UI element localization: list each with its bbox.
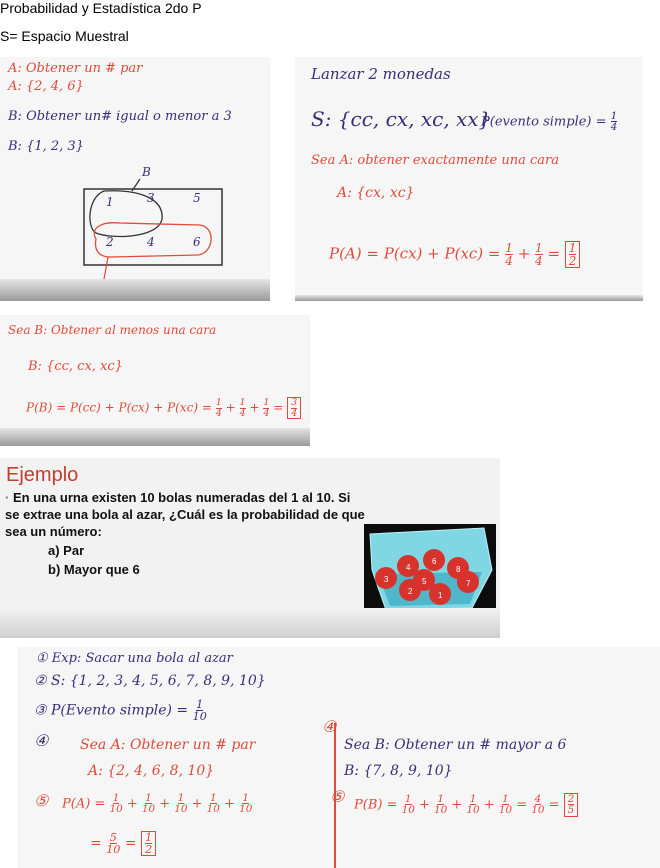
pa-term: $\frac{1}{10}$ — [206, 792, 220, 816]
pa-result: $\frac{1}{2}$ — [565, 241, 581, 268]
pb-sum: $\frac{4}{10}$ — [531, 793, 545, 817]
board-bottom-shade — [0, 279, 270, 301]
board4-event-b: Sea B: Obtener un # mayor a 6 — [344, 737, 567, 753]
board4-pa-result: = $\frac{5}{10}$ = $\frac{1}{2}$ — [90, 831, 156, 856]
venn-value: 3 — [147, 191, 155, 205]
venn-label-b: B — [142, 165, 151, 179]
pb-term: $\frac{1}{4}$ — [215, 397, 222, 419]
pb-term: $\frac{1}{10}$ — [434, 793, 448, 817]
board-bottom-shade — [295, 295, 643, 301]
pa-expression: P(A) = P(cx) + P(xc) = — [329, 244, 501, 263]
psimple-label: P(evento simple) = — [481, 114, 607, 130]
board4-step4-left: ④ — [34, 731, 49, 750]
pb-term: $\frac{1}{10}$ — [498, 793, 513, 817]
pb-expression: P(B) = P(cc) + P(cx) + P(xc) = — [26, 400, 212, 415]
board4-event-a: Sea A: Obtener un # par — [80, 737, 256, 753]
board4-pa: P(A) = $\frac{1}{10}$ + $\frac{1}{10}$ + $\frac{1}{10}$ + $\frac{1}{10}$ + $\frac{1}{10}$ — [62, 792, 253, 816]
board2-title: Lanzar 2 monedas — [311, 65, 451, 83]
board4-step5-right: ⑤ — [330, 787, 345, 806]
ball-number: 7 — [466, 579, 471, 588]
pb-result: $\frac{3}{4}$ — [287, 397, 301, 419]
ball-number: 8 — [456, 565, 461, 574]
ball-number: 5 — [422, 577, 427, 586]
venn-value: 5 — [193, 191, 201, 205]
board3-set: B: {cc, cx, xc} — [28, 359, 123, 374]
pa-sum: $\frac{5}{10}$ — [106, 831, 121, 857]
urn-illustration — [364, 524, 496, 616]
slide-bottom-shade — [0, 608, 500, 638]
board2-pa: P(A) = P(cx) + P(xc) = $\frac{1}{4}$ + $\frac{1}{4}$ = $\frac{1}{2}$ — [329, 241, 580, 268]
pa-term2: $\frac{1}{4}$ — [535, 241, 543, 268]
board4-step5-left: ⑤ — [34, 791, 49, 810]
board4-step3: ③ P(Evento simple) = $\frac{1}{10}$ — [34, 698, 207, 724]
ball-number: 3 — [384, 575, 389, 584]
ball-number: 2 — [408, 587, 413, 596]
psimple-fraction: $\frac{1}{4}$ — [610, 110, 618, 134]
board-bottom-shade — [0, 428, 310, 446]
page-title: Probabilidad y Estadística 2do P — [0, 0, 202, 16]
board2-sample: S: {cc, cx, xc, xx} — [311, 107, 492, 131]
pa-term1: $\frac{1}{4}$ — [505, 241, 513, 268]
pa-term: $\frac{1}{10}$ — [174, 792, 188, 816]
board-events-dice — [0, 57, 270, 301]
step3-fraction: $\frac{1}{10}$ — [192, 698, 207, 724]
board4-step1: ① Exp: Sacar una bola al azar — [36, 651, 233, 666]
pa-final: $\frac{1}{2}$ — [141, 831, 156, 856]
board4-step2: ② S: {1, 2, 3, 4, 5, 6, 7, 8, 9, 10} — [34, 673, 266, 689]
board2-event-set: A: {cx, xc} — [337, 185, 415, 201]
pb-term: $\frac{1}{4}$ — [239, 397, 246, 419]
board1-line2: A: {2, 4, 6} — [8, 79, 84, 94]
board2-psimple — [481, 111, 617, 133]
bullet-icon: · — [5, 490, 10, 505]
board4-step4-right: ④ — [322, 717, 337, 736]
ball-number: 4 — [406, 563, 411, 572]
venn-value: 6 — [193, 235, 201, 249]
board-at-least-one — [0, 315, 310, 446]
pa-term: $\frac{1}{10}$ — [109, 792, 123, 816]
pa-term: $\frac{1}{10}$ — [239, 792, 253, 816]
board3-pb: P(B) = P(cc) + P(cx) + P(xc) = $\frac{1}{4}$ + $\frac{1}{4}$ + $\frac{1}{4}$ = $\frac{3}{4}$ — [26, 397, 301, 419]
ball-number: 6 — [432, 557, 437, 566]
board1-line1: A: Obtener un # par — [8, 61, 143, 76]
example-slide — [0, 458, 500, 638]
pb-term: $\frac{1}{10}$ — [401, 793, 415, 817]
pb-final: $\frac{2}{5}$ — [564, 793, 579, 817]
board1-line3: B: Obtener un# igual o menor a 3 — [8, 109, 232, 124]
board-two-coins — [295, 57, 643, 301]
board4-pb: P(B) = $\frac{1}{10}$ + $\frac{1}{10}$ + $\frac{1}{10}$ + $\frac{1}{10}$ = $\frac{4}{10}$ = $\frac{2}{5}$ — [354, 793, 578, 817]
slide-option-a: a) Par — [48, 543, 85, 558]
board1-line4: B: {1, 2, 3} — [8, 139, 84, 154]
venn-value: 1 — [106, 195, 114, 209]
slide-option-b: b) Mayor que 6 — [48, 562, 140, 577]
slide-heading: Ejemplo — [6, 464, 79, 486]
pb-term: $\frac{1}{10}$ — [466, 793, 480, 817]
slide-question: · En una urna existen 10 bolas numeradas del 1 al 10. Si se extrae una bola al azar, ¿Cuál es la probabilidad de que sea un número: — [5, 490, 365, 539]
venn-value: 2 — [106, 235, 114, 249]
board2-event: Sea A: obtener exactamente una cara — [311, 153, 559, 168]
board4-set-a: A: {2, 4, 6, 8, 10} — [88, 763, 215, 779]
venn-value: 4 — [147, 235, 155, 249]
pb-term: $\frac{1}{4}$ — [263, 397, 270, 419]
ball-number: 1 — [438, 591, 443, 600]
board3-event: Sea B: Obtener al menos una cara — [8, 323, 217, 337]
board-urn-solution — [18, 647, 660, 868]
page-subtitle: S= Espacio Muestral — [0, 28, 129, 44]
pa-term: $\frac{1}{10}$ — [141, 792, 156, 816]
board4-set-b: B: {7, 8, 9, 10} — [344, 763, 453, 779]
